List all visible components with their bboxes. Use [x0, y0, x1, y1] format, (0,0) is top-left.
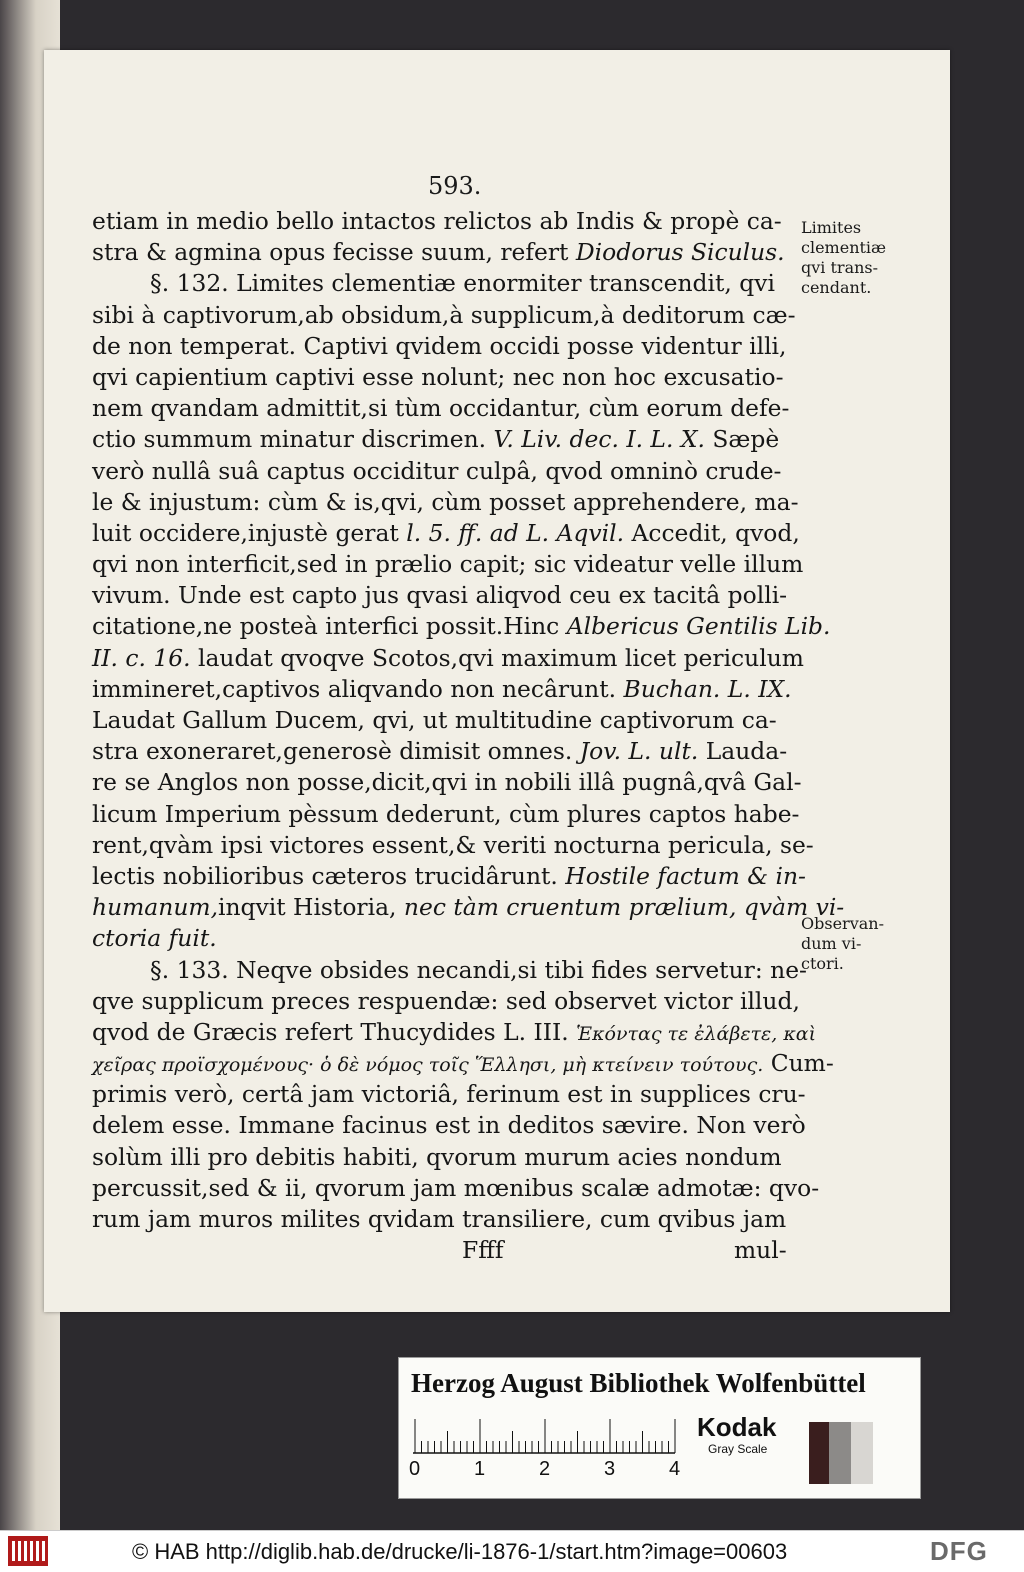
ruler-number: 0 — [409, 1458, 421, 1480]
text-line — [92, 549, 804, 580]
text-line — [92, 799, 798, 830]
text-span: §. 132. Limites clementiæ enormiter transcendit, qvi — [150, 269, 775, 298]
margin-note-line: Observan- — [801, 914, 884, 933]
text-line — [92, 331, 798, 362]
kodak-logo: Kodak — [697, 1412, 777, 1442]
text-span: luit occidere,injustè gerat — [92, 518, 407, 547]
text-span: Accedit, qvod, — [624, 518, 800, 547]
text-span: solùm illi pro debitis habiti, qvorum murum acies nondum — [92, 1142, 782, 1171]
text-span: Diodorus Siculus. — [575, 238, 785, 267]
text-line — [92, 1048, 834, 1079]
catchword: mul- — [734, 1236, 787, 1265]
text-span: primis verò, certâ jam victoriâ, ferinum est in supplices cru- — [92, 1080, 806, 1109]
text-span: etiam in medio bello intactos relictos ab Indis & propè ca- — [92, 207, 782, 235]
hab-logo-icon — [8, 1536, 48, 1566]
text-line — [92, 1142, 798, 1173]
text-line — [92, 1173, 820, 1204]
ruler-number: 2 — [539, 1458, 551, 1480]
text-span: immineret,captivos aliqvando non necârunt. — [92, 674, 624, 703]
text-span: Laudat Gallum Ducem, qvi, ut multitudine captivorum ca- — [92, 706, 777, 734]
text-span: vivum. Unde est capto jus qvasi aliqvod ceu ex tacitâ polli- — [92, 581, 788, 610]
text-span: re se Anglos non posse,dicit,qvi in nobili illâ pugnâ,qvâ Gal- — [92, 768, 802, 797]
signature-mark: Ffff mul- — [92, 1235, 798, 1266]
gray-swatch-dark — [809, 1422, 829, 1484]
text-span: II. c. 16. — [92, 643, 191, 672]
text-span: stra exoneraret,generosè dimisit omnes. — [92, 737, 580, 766]
text-span: §. 133. Neqve obsides necandi,si tibi fides servetur: ne- — [150, 955, 807, 984]
text-line — [92, 1204, 798, 1235]
text-span: inqvit Historia, — [218, 893, 404, 922]
text-line — [92, 830, 814, 861]
margin-note-line: Limites — [801, 218, 862, 237]
text-line — [92, 268, 798, 299]
margin-note-line: dum vi- — [801, 934, 862, 953]
margin-note-line: clementiæ — [801, 238, 887, 257]
text-span: χεῖρας προϊσχομένους· ὁ δὲ νόμος τοῖς Ἕλλησι, μὴ κτείνειν τούτους. — [92, 1054, 764, 1077]
text-span: V. Liv. dec. I. L. X. — [493, 425, 705, 454]
margin-note-line: cendant. — [801, 278, 872, 297]
text-span: qvi capientium captivi esse nolunt; nec non hoc excusatio- — [92, 362, 784, 391]
page-number: 593. — [428, 172, 482, 200]
text-line — [92, 923, 798, 954]
library-label — [398, 1357, 921, 1499]
text-span: Buchan. L. IX. — [623, 674, 792, 703]
text-span: rum jam muros milites qvidam transiliere, cum qvibus jam — [92, 1205, 787, 1233]
library-name: Herzog August Bibliothek Wolfenbüttel — [411, 1368, 866, 1398]
ruler-numbers — [409, 1458, 679, 1484]
text-span: laudat qvoqve Scotos,qvi maximum licet periculum — [190, 643, 804, 672]
ruler-number: 3 — [604, 1458, 616, 1480]
text-span: stra & agmina opus fecisse suum, refert — [92, 238, 576, 267]
text-span: ctoria fuit. — [92, 924, 217, 953]
text-span: nem qvandam admittit,si tùm occidantur, cùm eorum defe- — [92, 394, 790, 423]
text-span: qve supplicum preces respuendæ: sed observet victor illud, — [92, 986, 800, 1015]
ruler-number: 1 — [474, 1458, 486, 1480]
gray-scale-caption: Gray Scale — [708, 1442, 768, 1456]
text-span: ctio summum minatur discrimen. — [92, 425, 494, 454]
text-line — [92, 643, 804, 674]
text-span: Hostile factum & in- — [565, 861, 806, 890]
text-span: verò nullâ suâ captus occiditur culpâ, qvod omninò crude- — [92, 456, 782, 485]
text-line — [92, 518, 798, 549]
text-line — [92, 362, 798, 393]
text-line — [92, 424, 798, 455]
text-span: sibi à captivorum,ab obsidum,à supplicum,à deditorum cæ- — [92, 300, 796, 329]
text-span: Sæpè — [704, 425, 780, 454]
text-span: qvi non interficit,sed in prælio capit; sic videatur velle illum — [92, 550, 804, 579]
text-line — [92, 1110, 806, 1141]
text-span: le & injustum: cùm & is,qvi, cùm posset apprehendere, ma- — [92, 487, 799, 516]
text-line — [92, 986, 798, 1017]
text-line — [92, 611, 831, 642]
text-line — [92, 1017, 817, 1048]
text-line — [92, 487, 798, 518]
margin-note-line: qvi trans- — [801, 258, 879, 277]
text-line — [92, 767, 802, 798]
text-line — [92, 393, 798, 424]
dfg-logo: DFG — [930, 1536, 988, 1566]
footer-bar — [0, 1530, 1024, 1572]
text-line — [92, 237, 798, 268]
text-span: humanum, — [92, 893, 218, 922]
text-span: Albericus Gentilis Lib. — [566, 612, 831, 641]
book-page — [44, 50, 950, 1312]
text-line — [92, 705, 798, 736]
text-line — [92, 1079, 806, 1110]
text-span: l. 5. ff. ad L. Aqvil. — [406, 518, 625, 547]
text-span: rent,qvàm ipsi victores essent,& veriti nocturna pericula, se- — [92, 830, 814, 859]
text-span: percussit,sed & ii, qvorum jam mœnibus scalæ admotæ: qvo- — [92, 1173, 820, 1202]
text-line — [92, 892, 845, 923]
text-line — [92, 580, 798, 611]
text-span: nec tàm cruentum prælium, qvàm vi- — [403, 893, 845, 922]
text-span: delem esse. Immane facinus est in deditos sævire. Non verò — [92, 1111, 806, 1140]
text-span: qvod de Græcis refert Thucydides L. III. — [92, 1017, 577, 1046]
text-line — [92, 861, 806, 892]
gray-swatch-light — [851, 1422, 873, 1484]
text-span: Jov. L. ult. — [579, 737, 699, 766]
gray-swatch-mid — [829, 1422, 851, 1484]
text-line — [92, 456, 798, 487]
footer-credit-link[interactable]: © HAB http://diglib.hab.de/drucke/li-1876-1/start.htm?image=00603 — [132, 1539, 788, 1564]
text-span: citatione,ne posteà interfici possit.Hinc — [92, 612, 567, 641]
text-line — [92, 674, 798, 705]
ruler-scale — [413, 1418, 681, 1454]
text-span: lectis nobilioribus cæteros trucidârunt. — [92, 861, 566, 890]
margin-note-limites — [801, 218, 886, 298]
text-span: Ἑκόντας τε ἐλάβετε, καὶ — [576, 1022, 817, 1045]
text-span: licum Imperium pèssum dederunt, cùm plures captos habe- — [92, 799, 800, 828]
margin-note-line: ctori. — [801, 954, 844, 973]
text-span: Lauda- — [698, 737, 788, 766]
text-line — [92, 736, 798, 767]
text-span: Cum- — [763, 1049, 834, 1078]
text-span: de non temperat. Captivi qvidem occidi posse videntur illi, — [92, 331, 787, 360]
text-line — [92, 206, 798, 237]
text-line — [92, 300, 798, 331]
margin-note-observandum — [801, 914, 884, 974]
ruler-number: 4 — [669, 1458, 681, 1480]
text-line — [92, 955, 807, 986]
